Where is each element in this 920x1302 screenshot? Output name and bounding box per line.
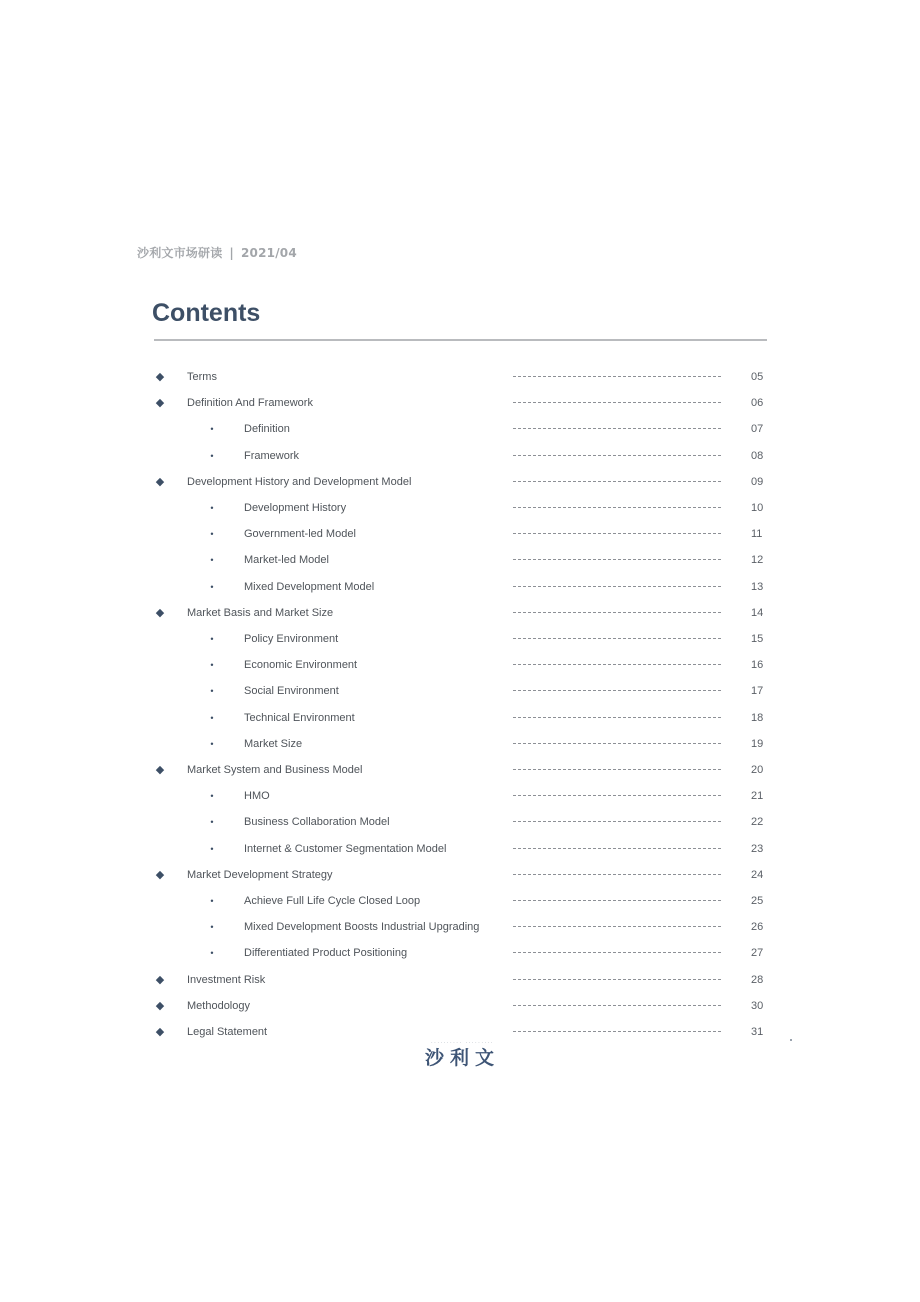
toc-entry[interactable]: [0, 731, 920, 757]
toc-page-number: 27: [751, 947, 764, 960]
dotted-leader: [513, 1031, 721, 1032]
toc-page-number: 20: [751, 764, 764, 776]
dot-bullet-icon: •: [210, 503, 214, 513]
toc-page-number: 05: [751, 371, 764, 383]
dotted-leader: [513, 926, 721, 927]
toc-page-number: 15: [751, 633, 764, 645]
toc-entry[interactable]: [0, 836, 920, 862]
toc-entry[interactable]: [0, 652, 920, 678]
toc-page-number: 07: [751, 423, 764, 436]
dotted-leader: [513, 874, 721, 875]
toc-entry-label: Definition And Framework: [187, 397, 313, 410]
header-separator: |: [229, 246, 234, 260]
toc-entry-label: Differentiated Product Positioning: [244, 947, 408, 960]
toc-page-number: 28: [751, 973, 764, 986]
dotted-leader: [513, 428, 721, 429]
toc-entry[interactable]: [0, 678, 920, 704]
report-header: [137, 244, 297, 261]
toc-entry[interactable]: [0, 862, 920, 888]
toc-entry[interactable]: [0, 705, 920, 731]
dot-bullet-icon: •: [210, 555, 214, 566]
dot-bullet-icon: •: [210, 922, 214, 933]
dotted-leader: [513, 979, 721, 980]
dotted-leader: [513, 376, 721, 377]
toc-entry[interactable]: [0, 757, 920, 783]
toc-entry-label: Government-led Model: [244, 528, 356, 541]
toc-entry[interactable]: [0, 809, 920, 835]
toc-page-number: 10: [751, 502, 764, 514]
logo-text: 沙利文: [424, 1047, 500, 1069]
title-divider: [154, 339, 767, 341]
diamond-bullet-icon: ◆: [155, 764, 165, 776]
dot-bullet-icon: •: [210, 791, 214, 802]
toc-entry-label: Investment Risk: [187, 973, 266, 986]
toc-entry-label: Development History: [244, 502, 347, 514]
toc-page-number: 31: [751, 1026, 764, 1038]
toc-entry-label: HMO: [244, 790, 270, 803]
toc-entry[interactable]: [0, 364, 920, 390]
dot-bullet-icon: •: [210, 529, 214, 540]
sullivan-logo: [415, 1040, 510, 1070]
toc-entry-label: Market System and Business Model: [187, 764, 363, 776]
dot-bullet-icon: •: [210, 948, 214, 959]
diamond-bullet-icon: ◆: [155, 868, 165, 881]
toc-page-number: 26: [751, 921, 764, 934]
dot-bullet-icon: •: [210, 843, 214, 854]
report-date: 2021/04: [241, 246, 297, 260]
toc-page-number: 21: [751, 790, 764, 803]
diamond-bullet-icon: ◆: [155, 606, 165, 619]
dot-bullet-icon: •: [210, 424, 214, 435]
toc-entry-label: Mixed Development Model: [244, 580, 375, 593]
toc-page-number: 30: [751, 999, 764, 1012]
dotted-leader: [513, 1005, 721, 1006]
toc-entry-label: Social Environment: [244, 685, 339, 698]
dotted-leader: [513, 559, 721, 560]
dotted-leader: [513, 743, 721, 744]
dotted-leader: [513, 533, 721, 534]
toc-entry[interactable]: [0, 547, 920, 573]
toc-entry[interactable]: [0, 783, 920, 809]
toc-page-number: 22: [751, 816, 764, 829]
dotted-leader: [513, 664, 721, 665]
toc-page-number: 16: [751, 659, 764, 672]
diamond-bullet-icon: ◆: [155, 397, 165, 410]
dotted-leader: [513, 402, 721, 403]
page-title: Contents: [152, 299, 261, 327]
diamond-bullet-icon: ◆: [155, 973, 165, 986]
dot-bullet-icon: •: [210, 686, 214, 697]
toc-entry-label: Terms: [187, 371, 217, 383]
dot-bullet-icon: •: [210, 660, 214, 671]
dotted-leader: [513, 795, 721, 796]
toc-entry-label: Market Development Strategy: [187, 868, 333, 881]
toc-page-number: 09: [751, 475, 764, 488]
toc-entry[interactable]: [0, 993, 920, 1019]
toc-entry-label: Market-led Model: [244, 554, 329, 567]
toc-page-number: 14: [751, 606, 764, 619]
toc-page-number: 24: [751, 868, 764, 881]
toc-page-number: 13: [751, 580, 764, 593]
toc-entry[interactable]: [0, 495, 920, 521]
dotted-leader: [513, 769, 721, 770]
toc-entry[interactable]: [0, 390, 920, 416]
toc-entry[interactable]: [0, 574, 920, 600]
toc-page-number: 19: [751, 737, 764, 750]
toc-entry-label: Policy Environment: [244, 633, 339, 645]
dot-bullet-icon: •: [210, 738, 214, 749]
toc-entry-label: Framework: [244, 449, 300, 462]
toc-page-number: 17: [751, 685, 764, 698]
toc-entry-label: Mixed Development Boosts Industrial Upgrading: [244, 921, 480, 934]
toc-entry[interactable]: [0, 416, 920, 442]
toc-entry[interactable]: [0, 600, 920, 626]
dot-bullet-icon: •: [210, 581, 214, 592]
toc-page-number: 06: [751, 397, 764, 410]
toc-entry-label: Market Size: [244, 737, 303, 750]
toc-entry-label: Market Basis and Market Size: [187, 606, 334, 619]
toc-entry[interactable]: [0, 469, 920, 495]
page-mark: [790, 1039, 792, 1041]
toc-entry[interactable]: [0, 914, 920, 940]
dotted-leader: [513, 900, 721, 901]
toc-page-number: 08: [751, 449, 764, 462]
toc-entry[interactable]: [0, 888, 920, 914]
diamond-bullet-icon: ◆: [155, 475, 165, 488]
toc-entry-label: Achieve Full Life Cycle Closed Loop: [244, 895, 421, 907]
toc-entry-label: Business Collaboration Model: [244, 816, 390, 829]
dotted-leader: [513, 455, 721, 456]
toc-entry-label: Technical Environment: [244, 711, 355, 724]
dotted-leader: [513, 638, 721, 639]
dotted-leader: [513, 821, 721, 822]
toc-page-number: 12: [751, 554, 764, 567]
toc-entry[interactable]: [0, 940, 920, 966]
toc-page-number: 11: [751, 528, 763, 541]
toc-entry-label: Internet & Customer Segmentation Model: [244, 842, 447, 855]
dot-bullet-icon: •: [210, 634, 214, 644]
dot-bullet-icon: •: [210, 817, 214, 828]
brand-text: 沙利文市场研读: [137, 246, 223, 260]
diamond-bullet-icon: ◆: [155, 999, 165, 1012]
dot-bullet-icon: •: [210, 896, 214, 906]
logo-dots: ·········· ·········: [430, 1040, 495, 1046]
dot-bullet-icon: •: [210, 450, 214, 461]
dotted-leader: [513, 481, 721, 482]
toc-entry-label: Methodology: [187, 999, 250, 1012]
toc-entry[interactable]: [0, 626, 920, 652]
dotted-leader: [513, 690, 721, 691]
toc-page-number: 23: [751, 842, 764, 855]
toc-entry[interactable]: [0, 521, 920, 547]
toc-entry-label: Economic Environment: [244, 659, 358, 672]
dotted-leader: [513, 717, 721, 718]
toc-entry-label: Definition: [244, 423, 290, 436]
dotted-leader: [513, 507, 721, 508]
diamond-bullet-icon: ◆: [155, 1026, 165, 1038]
dotted-leader: [513, 612, 721, 613]
toc-page-number: 18: [751, 711, 764, 724]
dotted-leader: [513, 952, 721, 953]
toc-entry-label: Legal Statement: [187, 1026, 268, 1038]
diamond-bullet-icon: ◆: [155, 371, 165, 383]
dotted-leader: [513, 848, 721, 849]
toc-entry[interactable]: [0, 967, 920, 993]
toc-page-number: 25: [751, 895, 764, 907]
toc-entry-label: Development History and Development Model: [187, 475, 412, 488]
dot-bullet-icon: •: [210, 712, 214, 723]
toc-entry[interactable]: [0, 443, 920, 469]
dotted-leader: [513, 586, 721, 587]
